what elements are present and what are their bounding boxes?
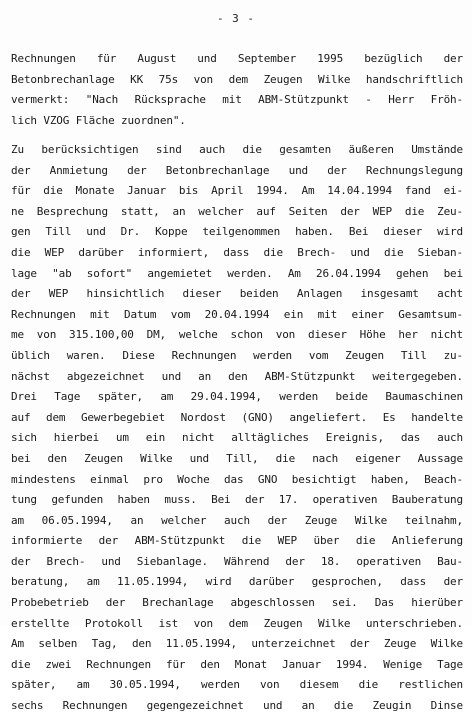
text-line: nächst abgezeichnet und an den ABM-Stützpunkt weitergegeben. — [11, 369, 463, 383]
text-line: erstellte Protokoll ist von dem Zeugen Wilke unterschrieben. — [11, 616, 463, 630]
text-line: gen Till und Dr. Koppe teilgenommen haben. Bei dieser wird — [11, 225, 463, 239]
text-line: die WEP darüber informiert, dass die Brech- und die Sieban- — [11, 245, 463, 259]
text-line: Am selben Tag, den 11.05.1994, unterzeichnet der Zeuge Wilke — [11, 637, 463, 651]
text-line: die zwei Rechnungen für den Monat Januar 1994. Wenige Tage — [11, 657, 463, 671]
text-line: ne Besprechung statt, an welcher auf Seiten der WEP die Zeu- — [11, 204, 463, 218]
text-line: Rechnungen für August und September 1995 bezüglich der — [11, 52, 463, 65]
text-line: lich VZOG Fläche zuordnen". — [11, 113, 186, 127]
text-line: auf dem Gewerbegebiet Nordost (GNO) angeliefert. Es handelte — [11, 410, 463, 424]
text-line: Rechnungen mit Datum vom 20.04.1994 ein mit einer Gesamtsum- — [11, 307, 463, 321]
text-line: vermerkt: "Nach Rücksprache mit ABM-Stützpunkt - Herr Fröh- — [11, 93, 463, 107]
text-line: Probebetrieb der Brechanlage abgeschlossen sei. Das hierüber — [11, 596, 463, 610]
text-line: lage "ab sofort" angemietet werden. Am 26.04.1994 gehen bei — [11, 266, 463, 280]
text-line: bei den Zeugen Wilke und Till, die nach eigener Aussage — [11, 451, 463, 465]
text-line: der WEP hinsichtlich dieser beiden Anlagen insgesamt acht — [11, 287, 463, 301]
text-line: Betonbrechanlage KK 75s von dem Zeugen Wilke handschriftlich — [11, 72, 463, 86]
text-line: Zu berücksichtigen sind auch die gesamten äußeren Umstände — [11, 143, 463, 156]
paragraph-2 — [11, 140, 463, 717]
text-line: am 06.05.1994, an welcher auch der Zeuge Wilke teilnahm, — [11, 513, 463, 527]
text-line: üblich waren. Diese Rechnungen werden vom Zeugen Till zu- — [11, 348, 463, 362]
text-line: informierte der ABM-Stützpunkt die WEP über die Anlieferung — [11, 534, 463, 548]
text-line: Drei Tage später, am 29.04.1994, werden beide Baumaschinen — [11, 390, 463, 404]
text-line: der Anmietung der Betonbrechanlage und der Rechnungslegung — [11, 163, 463, 177]
page-number: - 3 - — [216, 12, 256, 25]
paragraph-1 — [11, 49, 463, 131]
text-line: me von 315.100,00 DM, welche schon von dieser Höhe her nicht — [11, 328, 463, 342]
text-line: sich hierbei um ein nicht alltägliches Ereignis, das auch — [11, 431, 463, 445]
text-line: mindestens einmal pro Woche das GNO besichtigt haben, Beach- — [11, 472, 463, 486]
text-line: der Brech- und Siebanlage. Während der 18. operativen Bau- — [11, 554, 463, 568]
text-line: später, am 30.05.1994, werden von diesem die restlichen — [11, 678, 463, 692]
text-line: sechs Rechnungen gegengezeichnet und an die Zeugin Dinse — [11, 699, 463, 713]
text-line: für die Monate Januar bis April 1994. Am 14.04.1994 fand ei- — [11, 184, 463, 198]
text-line: beratung, am 11.05.1994, wird darüber gesprochen, dass der — [11, 575, 463, 589]
text-line: tung gefunden haben muss. Bei der 17. operativen Bauberatung — [11, 493, 463, 507]
